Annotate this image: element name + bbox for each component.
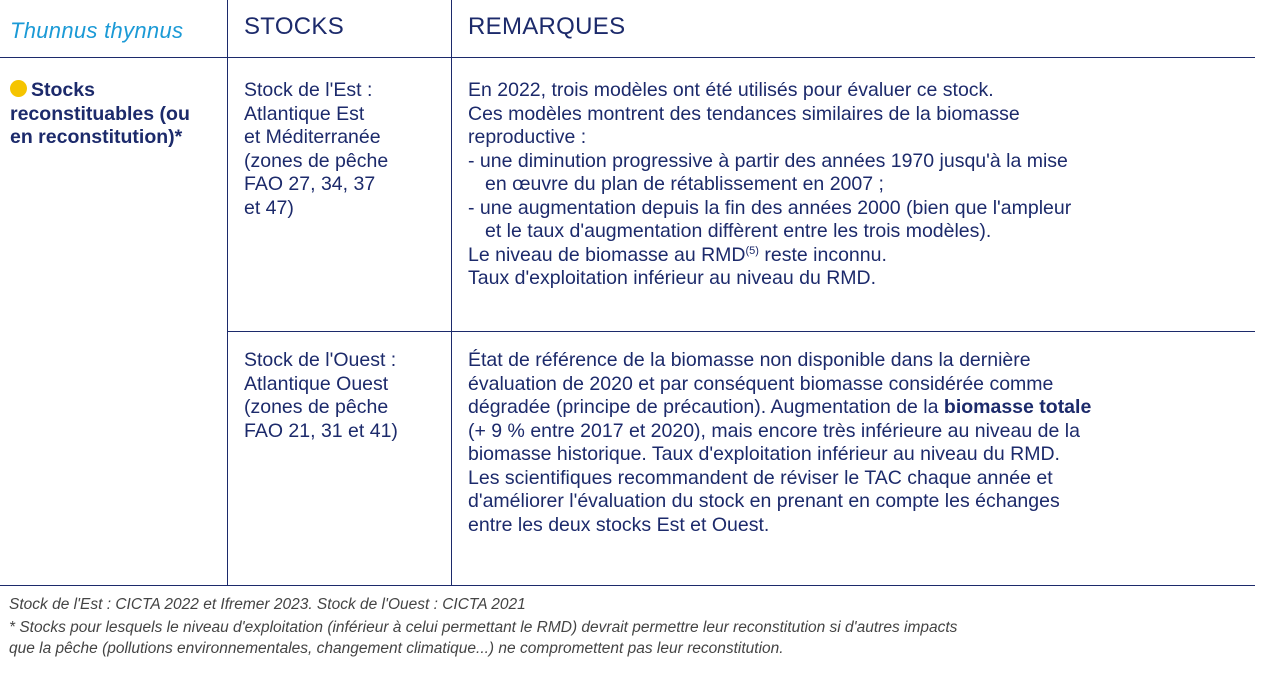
west-remark-line: d'améliorer l'évaluation du stock en prenant en compte les échanges bbox=[468, 490, 1060, 512]
east-stock-line: FAO 27, 34, 37 bbox=[244, 173, 376, 195]
east-stock-line: (zones de pêche bbox=[244, 149, 389, 172]
total-biomass-bold: biomasse totale bbox=[943, 396, 1092, 418]
west-remarks-cell bbox=[468, 349, 1258, 537]
east-remark-line: Taux d'exploitation inférieur au niveau du RMD. bbox=[468, 267, 877, 289]
east-stock-line: Stock de l'Est : bbox=[244, 79, 373, 101]
yellow-status-dot-icon bbox=[10, 80, 27, 97]
east-stock-cell bbox=[244, 79, 444, 220]
table-bottom-border bbox=[0, 585, 1255, 586]
east-remark-line: - une diminution progressive à partir des années 1970 jusqu'à la mise bbox=[468, 149, 1068, 172]
status-label-line1: Stocks bbox=[31, 79, 95, 101]
column-divider-right bbox=[451, 0, 452, 586]
east-remark-line: En 2022, trois modèles ont été utilisés pour évaluer ce stock. bbox=[468, 79, 994, 101]
east-remark-line bbox=[468, 244, 1258, 268]
east-stock-line: et Méditerranée bbox=[244, 126, 381, 148]
species-header: Thunnus thynnus bbox=[10, 18, 184, 43]
rmd-text-end: reste inconnu. bbox=[758, 243, 887, 266]
east-remark-line: reproductive : bbox=[468, 126, 587, 148]
west-stock-line: (zones de pêche bbox=[244, 396, 389, 418]
asterisk-note-line1: * Stocks pour lesquels le niveau d'exploitation (inférieur à celui permettant le RMD) devrait permettre leur reconstitution si d'autres impacts bbox=[9, 619, 958, 636]
west-stock-line: Stock de l'Ouest : bbox=[244, 349, 397, 371]
status-label-line2: reconstituables (ou bbox=[10, 102, 190, 125]
west-remark-line: Les scientifiques recommandent de réviser le TAC chaque année et bbox=[468, 466, 1053, 489]
west-stock-line: Atlantique Ouest bbox=[244, 372, 389, 395]
east-remark-line: Ces modèles montrent des tendances similaires de la biomasse bbox=[468, 102, 1020, 125]
asterisk-note bbox=[9, 617, 1259, 659]
stocks-column-header: STOCKS bbox=[244, 13, 345, 40]
footnote-ref: (5) bbox=[745, 244, 759, 257]
west-stock-line: FAO 21, 31 et 41) bbox=[244, 419, 398, 442]
west-remark-line: (+ 9 % entre 2017 et 2020), mais encore très inférieure au niveau de la bbox=[468, 419, 1080, 442]
west-stock-cell bbox=[244, 349, 444, 443]
west-remark-line bbox=[468, 396, 1258, 420]
west-remark-text: dégradée (principe de précaution). Augmentation de la bbox=[468, 396, 944, 418]
east-remarks-cell bbox=[468, 79, 1258, 291]
west-remark-line: État de référence de la biomasse non disponible dans la dernière bbox=[468, 349, 1031, 371]
east-stock-line: Atlantique Est bbox=[244, 102, 365, 125]
west-remark-line: entre les deux stocks Est et Ouest. bbox=[468, 513, 770, 536]
east-stock-line: et 47) bbox=[244, 196, 294, 219]
west-remark-line: évaluation de 2020 et par conséquent biomasse considérée comme bbox=[468, 372, 1054, 395]
east-remark-line: - une augmentation depuis la fin des années 2000 (bien que l'ampleur bbox=[468, 196, 1072, 219]
rmd-text: Le niveau de biomasse au RMD bbox=[468, 243, 746, 266]
status-label-line3: en reconstitution)* bbox=[10, 126, 183, 148]
source-note: Stock de l'Est : CICTA 2022 et Ifremer 2023. Stock de l'Ouest : CICTA 2021 bbox=[9, 596, 526, 613]
east-remark-line: en œuvre du plan de rétablissement en 2007 ; bbox=[485, 173, 884, 195]
asterisk-note-line2: que la pêche (pollutions environnementales, changement climatique...) ne compromettent pas leur reconstitution. bbox=[9, 640, 784, 657]
west-remark-line: biomasse historique. Taux d'exploitation inférieur au niveau du RMD. bbox=[468, 443, 1060, 465]
column-divider-left bbox=[227, 0, 228, 586]
east-remark-line: et le taux d'augmentation diffèrent entre les trois modèles). bbox=[485, 220, 992, 242]
remarks-column-header: REMARQUES bbox=[468, 13, 626, 40]
header-divider bbox=[0, 57, 1255, 58]
status-cell bbox=[10, 79, 215, 150]
row-divider bbox=[227, 331, 1255, 332]
